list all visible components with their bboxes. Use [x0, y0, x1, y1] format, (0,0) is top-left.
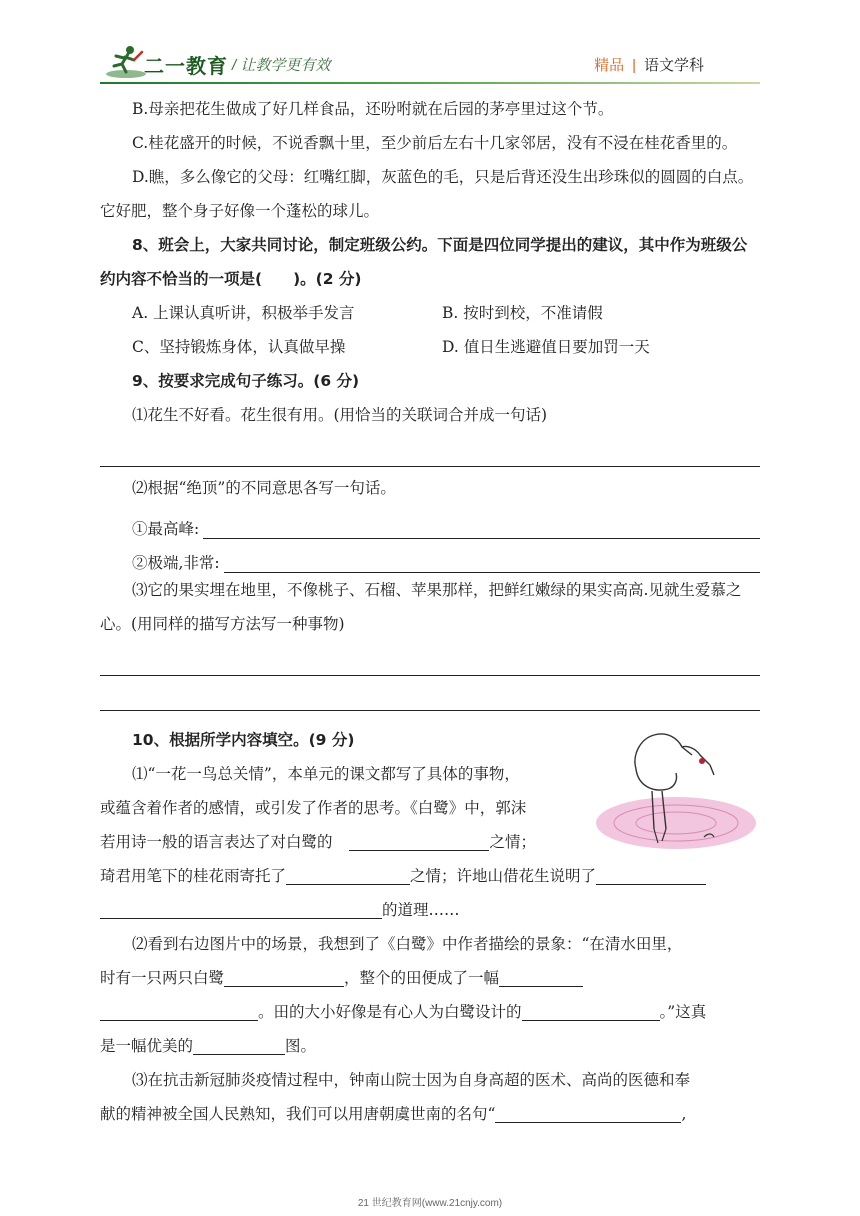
q8-option-a: A. 上课认真听讲，积极举手发言 — [132, 304, 355, 322]
q8-option-c: C、坚持锻炼身体，认真做早操 — [132, 338, 346, 356]
q10-part1-line4-text-b: 之情；许地山借花生说明了 — [410, 867, 597, 885]
q10-part3-line2-text-b: , — [681, 1105, 687, 1123]
logo-text: 二一教育 — [144, 56, 228, 78]
q10-part1-line1: ⑴“一花一鸟总关情”，本单元的课文都写了具体的事物， — [132, 765, 520, 783]
q9-part2-a-answer-line[interactable] — [203, 516, 760, 539]
q10-part2-line3 — [100, 995, 760, 1029]
q9-part1-answer-line[interactable] — [100, 432, 760, 467]
q10-part3-line2 — [100, 1097, 760, 1131]
q9-part2-b-answer-line[interactable] — [224, 550, 760, 573]
q10-part1-line5 — [100, 893, 760, 927]
q8-options-row-1 — [100, 296, 760, 330]
q10-part2-line2-text-b: ，整个的田便成了一幅 — [344, 969, 500, 987]
q10-part1-line4 — [100, 859, 760, 893]
q10-part2-line3-text-b: 。田的大小好像是有心人为白鹭设计的 — [258, 1003, 522, 1021]
q10-part2-line1: ⑵看到右边图片中的场景，我想到了《白鹭》中作者描绘的景象：“在清水田里， — [132, 935, 683, 953]
q10-part2-line2 — [100, 961, 760, 995]
egret-illustration — [592, 725, 758, 853]
q9-part2: ⑵根据“绝顶”的不同意思各写一句话。 — [132, 479, 396, 497]
q10-blank-egret-action[interactable] — [224, 966, 344, 987]
q10-blank-picture[interactable] — [193, 1034, 285, 1055]
q10-blank-designed[interactable] — [522, 1000, 660, 1021]
q8-options-row-2 — [100, 330, 760, 364]
q7-option-b: B.母亲把花生做成了好几样食品，还吩咐就在后园的茅亭里过这个节。 — [132, 100, 614, 118]
q10-blank-painting-b[interactable] — [100, 1000, 258, 1021]
q10-part3-line1: ⑶在抗击新冠肺炎疫情过程中，钟南山院士因为自身高超的医术、高尚的医德和奉 — [132, 1071, 691, 1089]
q10-stem: 10、根据所学内容填空。(9 分) — [132, 731, 355, 749]
header-divider — [100, 82, 760, 84]
header-subject-tag — [594, 54, 704, 75]
subject-label: 语文学科 — [643, 57, 704, 74]
q10-blank-poem[interactable] — [495, 1102, 681, 1123]
page-header — [0, 0, 860, 92]
q8-option-d: D. 值日生逃避值日要加罚一天 — [442, 338, 650, 356]
page-content — [100, 92, 760, 1131]
q9-part2-b-row — [100, 539, 760, 573]
q10-part1-line5-text: 的道理…… — [382, 901, 460, 919]
header-separator: | — [632, 57, 636, 74]
q10-blank-peanut-lesson-a[interactable] — [596, 864, 706, 885]
q7-option-d: D.瞧，多么像它的父母：红嘴红脚，灰蓝色的毛，只是后背还没生出珍珠似的圆圆的白点。它好肥，整个身子好像一个蓬松的球儿。 — [100, 168, 754, 220]
q10-part1-line3-text-a: 若用诗一般的语言表达了对白鹭的 — [100, 833, 333, 851]
q9-part1: ⑴花生不好看。花生很有用。(用恰当的关联词合并成一句话) — [132, 406, 548, 424]
q10-part2-line2-text-a: 时有一只两只白鹭 — [100, 969, 225, 987]
q9-part2-a-row — [100, 505, 760, 539]
q7-option-c: C.桂花盛开的时候，不说香飘十里，至少前后左右十几家邻居，没有不浸在桂花香里的。 — [132, 134, 738, 152]
q9-part3-answer-line-1[interactable] — [100, 641, 760, 676]
brand-logo — [104, 44, 364, 84]
q10-blank-painting-a[interactable] — [499, 966, 583, 987]
q10-blank-osmanthus-feeling[interactable] — [286, 864, 410, 885]
q9-stem: 9、按要求完成句子练习。(6 分) — [132, 372, 360, 390]
q10-blank-peanut-lesson-b[interactable] — [100, 898, 382, 919]
q8-option-b: B. 按时到校，不准请假 — [442, 304, 603, 322]
q9-part3-answer-line-2[interactable] — [100, 676, 760, 711]
q10-section — [100, 723, 760, 1131]
q10-part2-line4-text-b: 图。 — [285, 1037, 317, 1055]
premium-label: 精品 — [594, 57, 625, 74]
runner-logo-icon — [104, 44, 148, 80]
q10-part3-line2-text-a: 献的精神被全国人民熟知，我们可以用唐朝虞世南的名句“ — [100, 1105, 496, 1123]
q10-part1-line3-text-b: 之情； — [489, 833, 536, 851]
q10-part2-line4-text-a: 是一幅优美的 — [100, 1037, 194, 1055]
q10-part1-line2: 或蕴含着作者的感情，或引发了作者的思考。《白鹭》中，郭沫 — [100, 799, 527, 817]
q10-part1-line4-text-a: 琦君用笔下的桂花雨寄托了 — [100, 867, 287, 885]
q8-stem: 8、班会上，大家共同讨论，制定班级公约。下面是四位同学提出的建议，其中作为班级公约内容不恰当的一项是( )。(2 分) — [100, 236, 748, 288]
q10-blank-egret-feeling[interactable] — [349, 830, 489, 851]
q10-part2-line4 — [100, 1029, 760, 1063]
slogan: / 让教学更有效 — [232, 57, 331, 74]
page-footer: 21 世纪教育网(www.21cnjy.com) — [357, 1198, 503, 1209]
q9-part2-a-label: ①最高峰: — [132, 520, 200, 538]
q10-part2-line3-text-c: 。”这真 — [659, 1003, 707, 1021]
q9-part2-b-label: ②极端,非常: — [132, 554, 220, 572]
q9-part3: ⑶它的果实埋在地里，不像桃子、石榴、苹果那样，把鲜红嫩绿的果实高高.见就生爱慕之心。(用同样的描写方法写一种事物) — [100, 581, 742, 633]
